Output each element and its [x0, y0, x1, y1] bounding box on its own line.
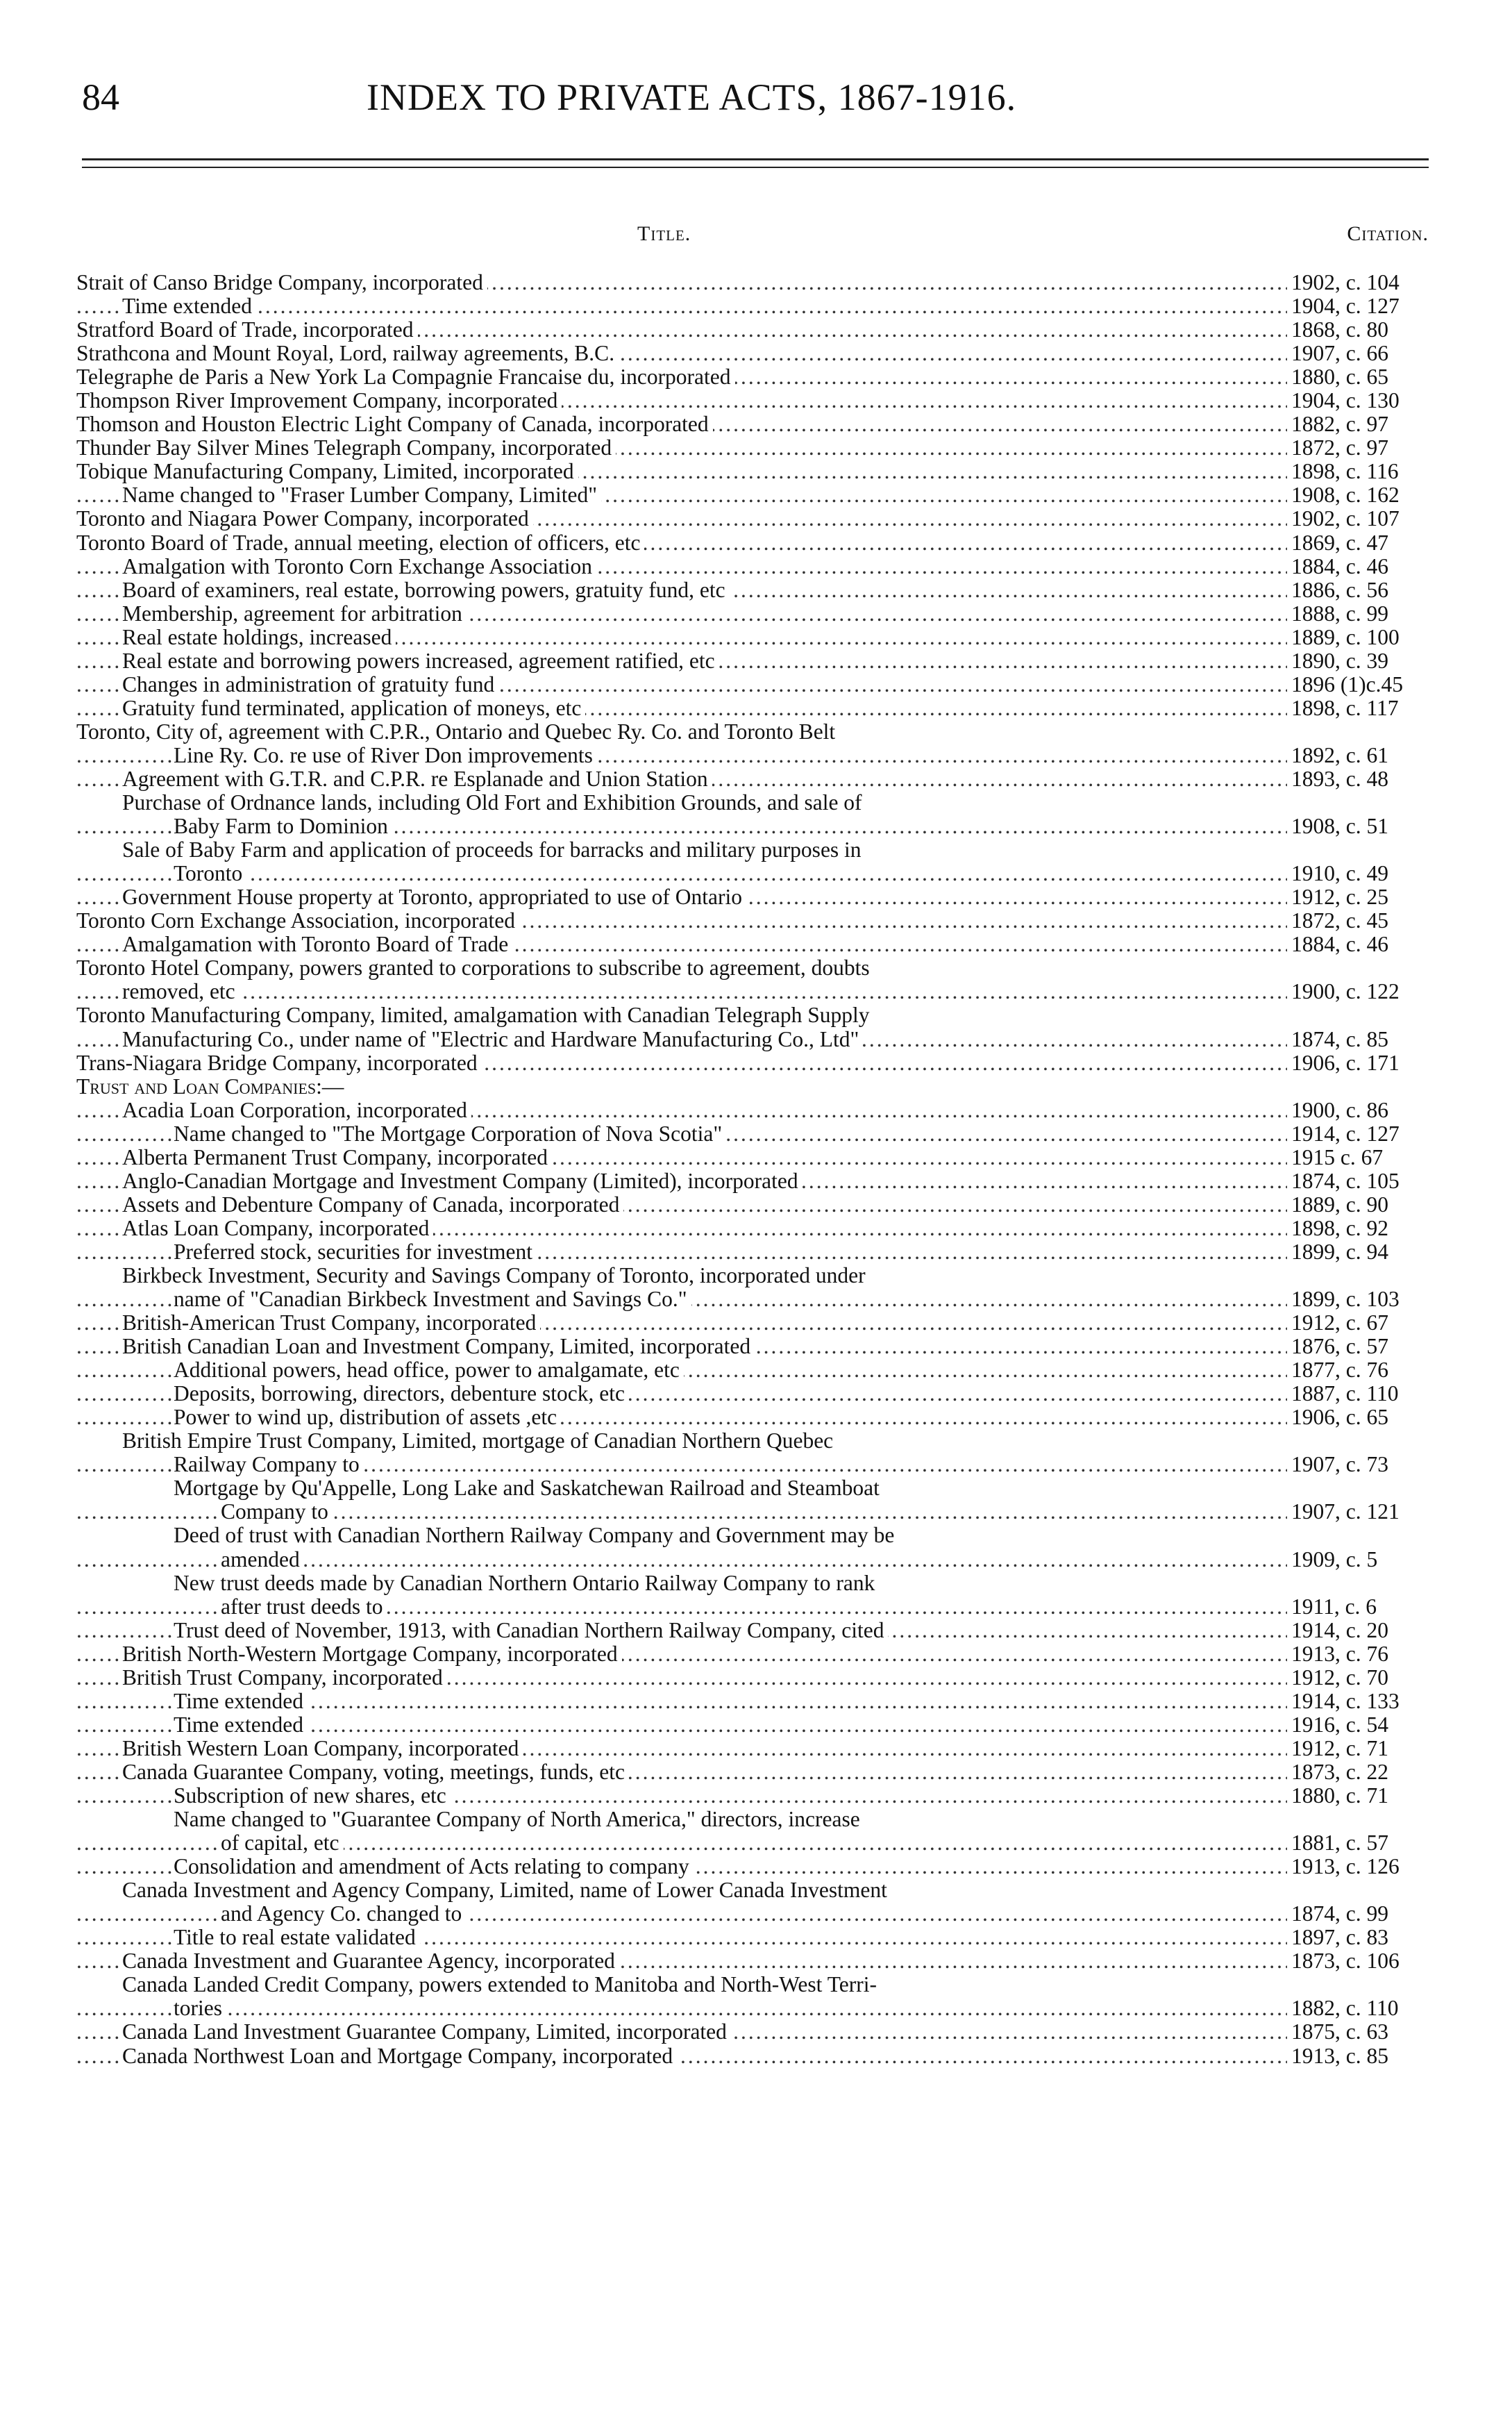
index-entry: [76, 271, 1430, 294]
index-entry: [76, 1690, 1430, 1713]
entry-title: Canada Investment and Agency Company, Limited, name of Lower Canada Investment: [122, 1878, 891, 1902]
index-entry: [76, 1193, 1430, 1217]
entry-citation: 1906, c. 171: [1287, 1051, 1430, 1075]
index-entry: [76, 980, 1430, 1003]
entry-citation: 1902, c. 107: [1287, 507, 1430, 531]
entry-citation: 1909, c. 5: [1287, 1548, 1430, 1571]
entry-title: Acadia Loan Corporation, incorporated: [122, 1099, 471, 1122]
index-entry: [76, 1003, 1430, 1027]
column-headings: [82, 222, 1429, 253]
index-entry: [76, 767, 1430, 791]
entry-title: Real estate holdings, increased: [122, 626, 396, 649]
entry-title: Strait of Canso Bridge Company, incorporated: [76, 271, 487, 294]
entry-title: Thunder Bay Silver Mines Telegraph Company, incorporated: [76, 436, 616, 460]
index-entry: [76, 838, 1430, 862]
entry-title: Gratuity fund terminated, application of moneys, etc: [122, 697, 585, 720]
index-entry: [76, 956, 1430, 980]
index-entry: [76, 1051, 1430, 1075]
entry-title: Railway Company to: [174, 1453, 364, 1476]
entry-citation: 1882, c. 97: [1287, 412, 1430, 436]
index-entry: [76, 744, 1430, 767]
index-entry: [76, 460, 1430, 483]
entry-title: Toronto: [174, 862, 246, 885]
entry-citation: 1904, c. 127: [1287, 294, 1430, 318]
entry-citation: 1898, c. 92: [1287, 1217, 1430, 1240]
entry-title: Trust deed of November, 1913, with Canadian Northern Railway Company, cited: [174, 1619, 888, 1642]
index-entry: [76, 1595, 1430, 1619]
entry-title: name of "Canadian Birkbeck Investment and Savings Co.": [174, 1287, 691, 1311]
index-entry: [76, 2020, 1430, 2044]
index-entry: [76, 555, 1430, 578]
entry-citation: 1873, c. 106: [1287, 1949, 1430, 1973]
entry-citation: 1915 c. 67: [1287, 1146, 1430, 1169]
index-entry: [76, 389, 1430, 412]
entry-citation: 1887, c. 110: [1287, 1382, 1430, 1406]
index-entries: [76, 271, 1430, 2068]
index-entry: [76, 1926, 1430, 1949]
entry-citation: 1912, c. 71: [1287, 1737, 1430, 1760]
index-entry: [76, 1122, 1430, 1146]
entry-citation: 1868, c. 80: [1287, 318, 1430, 342]
entry-title: Membership, agreement for arbitration: [122, 602, 467, 626]
index-entry: [76, 1949, 1430, 1973]
index-entry: [76, 578, 1430, 602]
entry-title: Manufacturing Co., under name of "Electric and Hardware Manufacturing Co., Ltd": [122, 1028, 863, 1051]
index-entry: [76, 2044, 1430, 2068]
index-entry: [76, 649, 1430, 673]
entry-citation: 1912, c. 67: [1287, 1311, 1430, 1335]
entry-title: Preferred stock, securities for investment: [174, 1240, 537, 1264]
entry-citation: 1889, c. 90: [1287, 1193, 1430, 1217]
index-entry: [76, 1996, 1430, 2020]
running-title: INDEX TO PRIVATE ACTS, 1867-1916.: [367, 76, 1017, 118]
entry-citation: 1876, c. 57: [1287, 1335, 1430, 1358]
entry-title: Toronto and Niagara Power Company, incorporated: [76, 507, 533, 531]
entry-citation: 1902, c. 104: [1287, 271, 1430, 294]
entry-title: British Trust Company, incorporated: [122, 1666, 447, 1690]
entry-citation: 1881, c. 57: [1287, 1831, 1430, 1855]
entry-citation: 1900, c. 86: [1287, 1099, 1430, 1122]
entry-title: Strathcona and Mount Royal, Lord, railway agreements, B.C.: [76, 342, 619, 365]
index-entry: [76, 697, 1430, 720]
index-entry: [76, 862, 1430, 885]
entry-title: Consolidation and amendment of Acts relating to company: [174, 1855, 694, 1878]
index-entry: [76, 602, 1430, 626]
entry-citation: 1874, c. 105: [1287, 1169, 1430, 1193]
entry-title: Real estate and borrowing powers increased, agreement ratified, etc: [122, 649, 719, 673]
index-entry: [76, 1737, 1430, 1760]
entry-title: Name changed to "Guarantee Company of North America," directors, increase: [174, 1808, 864, 1831]
index-entry: [76, 412, 1430, 436]
entry-title: Agreement with G.T.R. and C.P.R. re Esplanade and Union Station: [122, 767, 712, 791]
entry-title: of capital, etc: [221, 1831, 344, 1855]
index-entry: [76, 673, 1430, 697]
entry-citation: 1888, c. 99: [1287, 602, 1430, 626]
index-entry: [76, 507, 1430, 531]
entry-title: Deed of trust with Canadian Northern Railway Company and Government may be: [174, 1524, 898, 1547]
entry-citation: 1874, c. 99: [1287, 1902, 1430, 1926]
entry-citation: 1872, c. 97: [1287, 436, 1430, 460]
index-entry: [76, 1240, 1430, 1264]
entry-citation: 1872, c. 45: [1287, 909, 1430, 933]
entry-title: Alberta Permanent Trust Company, incorporated: [122, 1146, 552, 1169]
index-entry: [76, 1429, 1430, 1453]
index-entry: [76, 1784, 1430, 1808]
index-entry: [76, 1476, 1430, 1500]
header-rule-thin: [82, 167, 1429, 168]
entry-title: Toronto Hotel Company, powers granted to corporations to subscribe to agreement, doubts: [76, 956, 874, 980]
entry-title: Baby Farm to Dominion: [174, 815, 392, 838]
entry-citation: 1907, c. 66: [1287, 342, 1430, 365]
entry-title: Additional powers, head office, power to amalgamate, etc: [174, 1358, 684, 1382]
entry-title: Trans-Niagara Bridge Company, incorporated: [76, 1051, 482, 1075]
entry-title: Birkbeck Investment, Security and Savings Company of Toronto, incorporated under: [122, 1264, 870, 1287]
index-entry: [76, 1075, 1430, 1099]
entry-title: Subscription of new shares, etc: [174, 1784, 451, 1808]
entry-citation: 1892, c. 61: [1287, 744, 1430, 767]
page-header: [82, 69, 1429, 125]
index-entry: [76, 1382, 1430, 1406]
entry-title: Telegraphe de Paris a New York La Compagnie Francaise du, incorporated: [76, 365, 735, 389]
entry-title: Title to real estate validated: [174, 1926, 420, 1949]
index-entry: [76, 1028, 1430, 1051]
entry-citation: 1893, c. 48: [1287, 767, 1430, 791]
entry-citation: 1907, c. 73: [1287, 1453, 1430, 1476]
entry-title: Sale of Baby Farm and application of proceeds for barracks and military purposes in: [122, 838, 866, 862]
index-entry: [76, 815, 1430, 838]
entry-citation: 1916, c. 54: [1287, 1713, 1430, 1737]
entry-title: Board of examiners, real estate, borrowing powers, gratuity fund, etc: [122, 578, 730, 602]
entry-title: Canada Investment and Guarantee Agency, incorporated: [122, 1949, 619, 1973]
dot-leader: [76, 294, 1288, 318]
entry-citation: 1900, c. 122: [1287, 980, 1430, 1003]
entry-citation: 1914, c. 133: [1287, 1690, 1430, 1713]
entry-citation: 1874, c. 85: [1287, 1028, 1430, 1051]
title-column-heading: Title.: [637, 222, 691, 245]
entry-title: Atlas Loan Company, incorporated: [122, 1217, 433, 1240]
entry-title: British Western Loan Company, incorporated: [122, 1737, 523, 1760]
entry-citation: 1914, c. 127: [1287, 1122, 1430, 1146]
entry-title: tories: [174, 1996, 226, 2020]
entry-citation: 1890, c. 39: [1287, 649, 1430, 673]
index-entry: [76, 1878, 1430, 1902]
entry-title: amended: [221, 1548, 304, 1571]
entry-title: Time extended: [174, 1713, 308, 1737]
index-entry: [76, 1760, 1430, 1784]
entry-title: Power to wind up, distribution of assets ,etc: [174, 1406, 561, 1429]
entry-title: Mortgage by Qu'Appelle, Long Lake and Saskatchewan Railroad and Steamboat: [174, 1476, 884, 1500]
entry-title: New trust deeds made by Canadian Northern Ontario Railway Company to rank: [174, 1571, 879, 1595]
entry-citation: 1875, c. 63: [1287, 2020, 1430, 2044]
index-entry: [76, 1524, 1430, 1547]
index-entry: [76, 1619, 1430, 1642]
entry-citation: 1912, c. 25: [1287, 885, 1430, 909]
entry-citation: 1908, c. 162: [1287, 483, 1430, 507]
index-entry: [76, 1571, 1430, 1595]
index-entry: [76, 531, 1430, 555]
entry-title: Canada Northwest Loan and Mortgage Company, incorporated: [122, 2044, 677, 2068]
entry-title: British North-Western Mortgage Company, incorporated: [122, 1642, 622, 1666]
entry-title: Government House property at Toronto, appropriated to use of Ontario: [122, 885, 746, 909]
entry-citation: 1873, c. 22: [1287, 1760, 1430, 1784]
entry-title: Thomson and Houston Electric Light Company of Canada, incorporated: [76, 412, 713, 436]
dot-leader: [76, 1996, 1288, 2020]
entry-title: Stratford Board of Trade, incorporated: [76, 318, 418, 342]
entry-title: and Agency Co. changed to: [221, 1902, 466, 1926]
entry-citation: 1913, c. 126: [1287, 1855, 1430, 1878]
entry-citation: 1908, c. 51: [1287, 815, 1430, 838]
dot-leader: [76, 862, 1288, 885]
entry-citation: 1906, c. 65: [1287, 1406, 1430, 1429]
index-entry: [76, 1311, 1430, 1335]
entry-citation: 1886, c. 56: [1287, 578, 1430, 602]
index-entry: [76, 1855, 1430, 1878]
entry-citation: 1884, c. 46: [1287, 933, 1430, 956]
entry-title: British Empire Trust Company, Limited, mortgage of Canadian Northern Quebec: [122, 1429, 837, 1453]
index-entry: [76, 1548, 1430, 1571]
entry-citation: 1899, c. 94: [1287, 1240, 1430, 1264]
index-entry: [76, 933, 1430, 956]
entry-title: removed, etc: [122, 980, 240, 1003]
index-entry: [76, 1808, 1430, 1831]
entry-citation: 1912, c. 70: [1287, 1666, 1430, 1690]
index-entry: [76, 1713, 1430, 1737]
entry-title: Toronto Board of Trade, annual meeting, election of officers, etc: [76, 531, 644, 555]
entry-citation: 1884, c. 46: [1287, 555, 1430, 578]
index-entry: [76, 626, 1430, 649]
entry-title: Time extended: [122, 294, 256, 318]
entry-title: Canada Landed Credit Company, powers extended to Manitoba and North-West Terri-: [122, 1973, 881, 1996]
entry-citation: 1889, c. 100: [1287, 626, 1430, 649]
entry-title: Toronto Manufacturing Company, limited, amalgamation with Canadian Telegraph Supply: [76, 1003, 873, 1027]
index-entry: [76, 294, 1430, 318]
index-entry: [76, 1500, 1430, 1524]
entry-citation: 1898, c. 116: [1287, 460, 1430, 483]
entry-title: Changes in administration of gratuity fund: [122, 673, 498, 697]
entry-title: Time extended: [174, 1690, 308, 1713]
index-entry: [76, 885, 1430, 909]
index-entry: [76, 1099, 1430, 1122]
index-entry: [76, 1902, 1430, 1926]
entry-citation: 1882, c. 110: [1287, 1996, 1430, 2020]
entry-citation: 1907, c. 121: [1287, 1500, 1430, 1524]
entry-citation: 1914, c. 20: [1287, 1619, 1430, 1642]
entry-title: Canada Land Investment Guarantee Company, Limited, incorporated: [122, 2020, 731, 2044]
index-entry: [76, 1831, 1430, 1855]
index-entry: [76, 318, 1430, 342]
entry-title: Purchase of Ordnance lands, including Old Fort and Exhibition Grounds, and sale of: [122, 791, 866, 815]
index-entry: [76, 791, 1430, 815]
entry-title: Name changed to "The Mortgage Corporation of Nova Scotia": [174, 1122, 726, 1146]
entry-citation: 1910, c. 49: [1287, 862, 1430, 885]
index-entry: [76, 720, 1430, 744]
entry-title: British-American Trust Company, incorporated: [122, 1311, 540, 1335]
entry-title: British Canadian Loan and Investment Company, Limited, incorporated: [122, 1335, 755, 1358]
entry-title: after trust deeds to: [221, 1595, 387, 1619]
index-entry: [76, 1335, 1430, 1358]
entry-citation: 1869, c. 47: [1287, 531, 1430, 555]
dot-leader: [76, 980, 1288, 1003]
index-entry: [76, 1666, 1430, 1690]
entry-title: Amalgation with Toronto Corn Exchange Association: [122, 555, 596, 578]
index-entry: [76, 909, 1430, 933]
index-entry: [76, 342, 1430, 365]
entry-title: Anglo-Canadian Mortgage and Investment Company (Limited), incorporated: [122, 1169, 803, 1193]
entry-citation: 1880, c. 65: [1287, 365, 1430, 389]
entry-title: Tobique Manufacturing Company, Limited, incorporated: [76, 460, 578, 483]
page-number: 84: [82, 76, 119, 118]
index-entry: [76, 1287, 1430, 1311]
index-entry: [76, 436, 1430, 460]
index-entry: [76, 365, 1430, 389]
index-entry: [76, 1217, 1430, 1240]
entry-citation: 1880, c. 71: [1287, 1784, 1430, 1808]
entry-title: Deposits, borrowing, directors, debenture stock, etc: [174, 1382, 629, 1406]
entry-title: Name changed to "Fraser Lumber Company, Limited": [122, 483, 601, 507]
index-entry: [76, 1358, 1430, 1382]
index-entry: [76, 1146, 1430, 1169]
entry-citation: 1898, c. 117: [1287, 697, 1430, 720]
entry-citation: 1911, c. 6: [1287, 1595, 1430, 1619]
entry-citation: 1877, c. 76: [1287, 1358, 1430, 1382]
entry-citation: 1913, c. 76: [1287, 1642, 1430, 1666]
citation-column-heading: Citation.: [1347, 222, 1429, 245]
index-entry: [76, 1642, 1430, 1666]
entry-title: Amalgamation with Toronto Board of Trade: [122, 933, 512, 956]
entry-title: Company to: [221, 1500, 333, 1524]
entry-title: Toronto, City of, agreement with C.P.R., Ontario and Quebec Ry. Co. and Toronto Belt: [76, 720, 839, 744]
entry-citation: 1904, c. 130: [1287, 389, 1430, 412]
entry-title: Thompson River Improvement Company, incorporated: [76, 389, 562, 412]
entry-title: Trust and Loan Companies:—: [76, 1075, 348, 1099]
index-entry: [76, 483, 1430, 507]
entry-citation: 1896 (1)c.45: [1287, 673, 1430, 697]
entry-citation: 1899, c. 103: [1287, 1287, 1430, 1311]
index-entry: [76, 1406, 1430, 1429]
header-rule-thick: [82, 158, 1429, 160]
entry-title: Assets and Debenture Company of Canada, incorporated: [122, 1193, 623, 1217]
index-entry: [76, 1973, 1430, 1996]
entry-title: Line Ry. Co. re use of River Don improvements: [174, 744, 597, 767]
index-entry: [76, 1169, 1430, 1193]
entry-citation: 1897, c. 83: [1287, 1926, 1430, 1949]
entry-title: Canada Guarantee Company, voting, meetings, funds, etc: [122, 1760, 629, 1784]
index-entry: [76, 1264, 1430, 1287]
entry-title: Toronto Corn Exchange Association, incorporated: [76, 909, 519, 933]
entry-citation: 1913, c. 85: [1287, 2044, 1430, 2068]
index-entry: [76, 1453, 1430, 1476]
